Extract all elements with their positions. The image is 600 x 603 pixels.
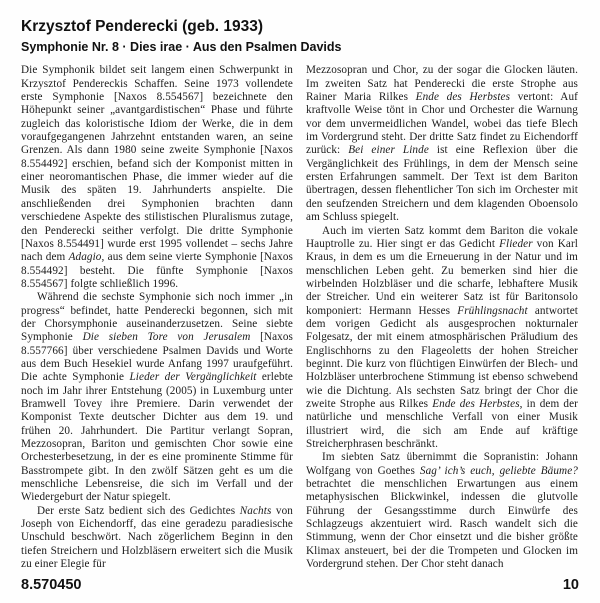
work-title-italic: Sag’ ich’s euch, geliebte Bäume?	[419, 464, 578, 477]
page-header	[21, 17, 579, 55]
text-segment: Auch im vierten Satz kommt dem Bariton die vokale Hauptrolle zu. Hier singt er das Gedicht	[306, 224, 578, 250]
page-footer	[21, 573, 579, 593]
work-title-italic: Ende des Herbstes	[415, 91, 511, 104]
paragraph	[306, 451, 578, 571]
composer-title: Krzysztof Penderecki (geb. 1933)	[21, 18, 264, 35]
text-segment: vertont: Auf kraftvolle Weise tönt in Chor und Orchester die Warnung vor dem unvermeidlichen Wandel, wobei das tiefe Blech im Vordergrund steht. Der dritte Satz findet zu Eichendorff zurück:	[306, 91, 578, 157]
text-segment: von Joseph von Eichendorff, das eine geradezu paradiesische Unschuld beschwört. Nach zögerlichem Beginn in den tiefen Streichern und Holzbläsern erweitert sich die Musik zu einer Elegie für	[21, 504, 293, 571]
paragraph	[306, 64, 578, 224]
text-segment: antwortet dem vorigen Gedicht als ausgesprochen nokturnaler Folgesatz, der mit einem atmosphärischen Präludium des Englischhorns zu den Flageoletts der hohen Streicher beginnt. Die kurz von flüchtigen Einwürfen der Blech- und Holzbläser unterbrochene Stimmung ist ebenso schwebend wie die Dichtung. Als sechsten Satz bringt der Chor die zweite Strophe aus Rilkes	[306, 304, 578, 410]
text-segment: [Naxos 8.557766] über verschiedene Psalmen Davids und Worte aus dem Buch Hesekiel wurde Anfang 1997 uraufgeführt. Die achte Symphonie	[21, 331, 293, 384]
text-segment: Im siebten Satz übernimmt die Sopranistin: Johann Wolfgang von Goethes	[306, 451, 578, 477]
text-segment: betrachtet die menschlichen Erwartungen aus einem metaphysischen Blickwinkel, indessen die glutvolle Führung der Gesangsstimme durch Einwürfe des Schlagzeugs akzentuiert wird. Rasch wandelt sich die Stimmung, wenn der Chor einsetzt und die bisher größte Klimax ansteuert, bei der die Trompeten und Glocken im Vordergrund stehen. Der Chor steht danach	[306, 478, 578, 571]
text-segment: ist eine Reflexion über die Vergänglichkeit des Frühlings, in dem der Mensch seine ersten Erfahrungen sammelt. Der Text ist dem Bariton übertragen, dessen flehentlicher Ton sich im Orchester mit den seufzenden Streichern und dem klagenden Oboensolo am Schluss spiegelt.	[306, 144, 578, 224]
page-number: 10	[562, 577, 579, 593]
work-title-italic: Adagio,	[68, 251, 105, 264]
left-text-column	[21, 64, 293, 573]
text-columns	[21, 64, 579, 573]
paragraph	[306, 225, 578, 452]
right-text-column	[306, 64, 578, 573]
work-subtitle: Symphonie Nr. 8 · Dies irae · Aus den Psalmen Davids	[21, 40, 342, 55]
paragraph	[21, 291, 293, 505]
work-title-italic: Frühlingsnacht	[457, 304, 528, 317]
work-title-italic: Flieder	[499, 237, 533, 250]
text-segment: Während die sechste Symphonie sich noch immer „in progress“ befindet, hatte Penderecki begonnen, sich mit der Chorsymphonie auseinanderzusetzen. Seine siebte Symphonie	[21, 291, 293, 344]
paragraph	[21, 505, 293, 572]
catalog-number: 8.570450	[21, 577, 82, 593]
text-segment: Die Symphonik bildet seit langem einen Schwerpunkt in Krzysztof Pendereckis Schaffen. Seine 1973 vollendete erste Symphonie [Naxos 8.554567] bezeichnete den Höhepunkt seiner „avantgardistischen“ Phase und führte zugleich das koloristische Idiom der Werke, die in dem voraufgegangenen Jahrzehnt entstanden waren, an seine Grenzen. Als dann 1980 seine zweite Symphonie [Naxos 8.554492] erschien, befand sich der Komponist mitten in einer neoromantischen Phase, die immer wieder auf die Musik des späten 19. Jahrhunderts anspielte. Die anschließenden drei Symphonien brachten dann verschiedene Aspekte des stilistischen Pluralismus zutage, den Penderecki seither verfolgt. Die dritte Symphonie [Naxos 8.554491] wurde erst 1995 vollendet – sechs Jahre nach dem	[21, 64, 293, 264]
text-segment: , in dem der natürliche und menschliche Verfall von einer Musik illustriert wird, die sich am Ende auf kräftige Streicherphrasen beschränkt.	[306, 397, 578, 450]
work-title-italic: Die sieben Tore von Jerusalem	[82, 331, 251, 344]
text-segment: aus dem seine vierte Symphonie [Naxos 8.554492] besteht. Die fünfte Symphonie [Naxos 8.554567] folgte schließlich 1996.	[21, 251, 293, 290]
text-segment: erlebte noch im Jahr ihrer Entstehung (2005) in Luxemburg unter Bramwell Tovey ihre Premiere. Darin verwendet der Komponist Texte deutscher Dichter aus dem 19. und frühen 20. Jahrhundert. Die Partitur verlangt Sopran, Mezzosopran, Bariton und gemischten Chor sowie eine Orchesterbesetzung, in der es eine prominente Stimme für Basstrompete gibt. In den zwölf Sätzen geht es um die menschliche Lebensreise, die sich im Verfall und der Wiedergeburt der Natur spiegelt.	[21, 371, 293, 504]
text-segment: von Karl Kraus, in dem es um die Erneuerung in der Natur und im menschlichen Leben geht. Zu bemerken sind hier die wirbelnden Holzbläser und die scharfe, lebhaftere Musik der Streicher. Und ein weiterer Satz ist für Baritonsolo komponiert: Hermann Hesses	[306, 237, 578, 317]
text-segment: Der erste Satz bedient sich des Gedichtes	[37, 504, 240, 517]
work-title-italic: Bei einer Linde	[348, 144, 429, 157]
text-segment: Mezzosopran und Chor, zu der sogar die Glocken läuten. Im zweiten Satz hat Penderecki die erste Strophe aus Rainer Maria Rilkes	[306, 64, 578, 104]
work-title-italic: Nachts	[239, 504, 272, 517]
work-title-italic: Ende des Herbstes	[432, 397, 520, 410]
paragraph	[21, 64, 293, 291]
work-title-italic: Lieder der Vergänglichkeit	[129, 371, 257, 384]
